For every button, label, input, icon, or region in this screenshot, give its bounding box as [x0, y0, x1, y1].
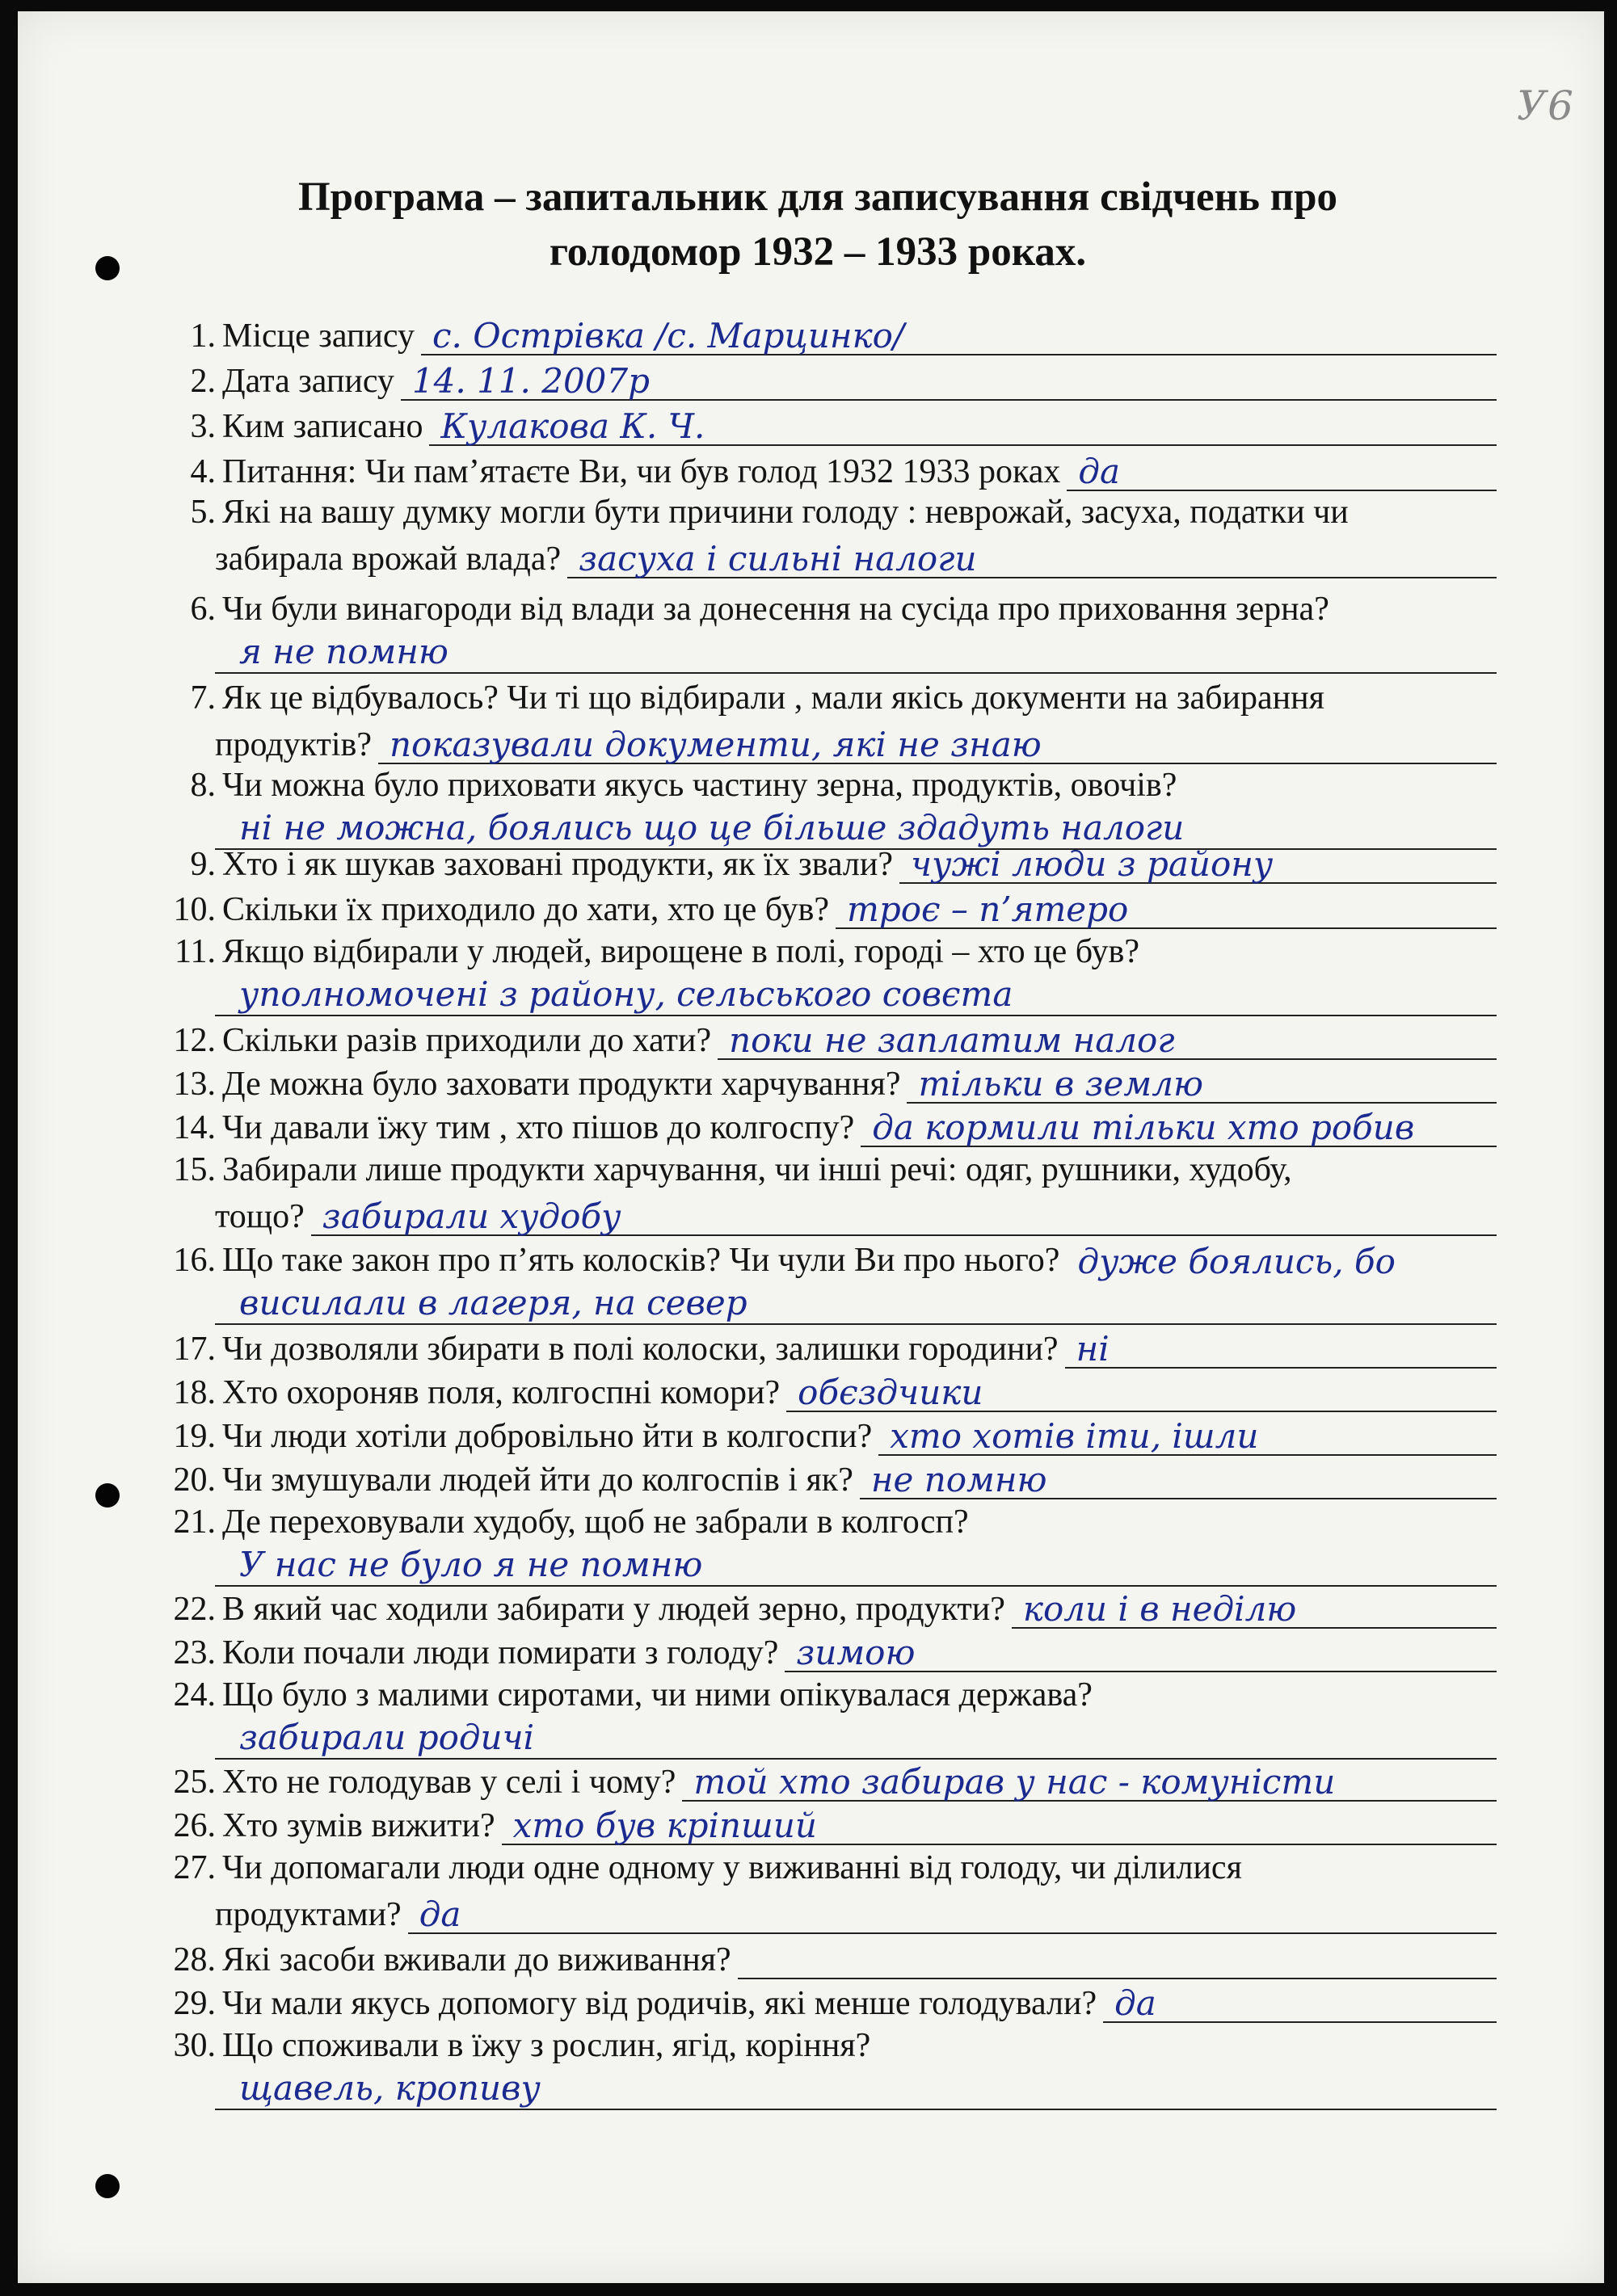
- question-text: Чи давали їжу тим , хто пішов до колгоспу?: [222, 1109, 855, 1146]
- question-item: [155, 1667, 1497, 1760]
- question-item: [155, 1625, 1497, 1672]
- question-number: 4.: [190, 453, 216, 490]
- question-number: 21.: [173, 1503, 216, 1541]
- answer-field[interactable]: У нас не було я не помню: [215, 1545, 1497, 1587]
- question-item: [155, 1755, 1497, 1802]
- question-item: [155, 354, 1497, 401]
- question-number: 13.: [173, 1066, 216, 1103]
- question-text: Чи дозволяли збирати в полі колоски, залишки городини?: [222, 1331, 1059, 1368]
- answer-field[interactable]: ні: [1065, 1331, 1497, 1369]
- question-number: 1.: [190, 317, 216, 355]
- question-text: Питання: Чи пам’ятаєте Ви, чи був голод 1932 1933 роках: [222, 453, 1061, 490]
- question-number: 14.: [173, 1109, 216, 1146]
- answer-field[interactable]: да: [1103, 1986, 1497, 2023]
- question-text: Що споживали в їжу з рослин, ягід, коріння?: [222, 2027, 871, 2064]
- answer-field[interactable]: той хто забирав у нас - комуністи: [682, 1764, 1497, 1802]
- answer-field[interactable]: с. Острівка /с. Марцинко/: [421, 318, 1497, 355]
- question-text: Що було з малими сиротами, чи ними опікувалася держава?: [222, 1676, 1093, 1714]
- question-number: 24.: [173, 1676, 216, 1714]
- question-number: 25.: [173, 1764, 216, 1801]
- answer-field[interactable]: коли і в неділю: [1012, 1592, 1497, 1629]
- question-text: Забирали лише продукти харчування, чи інші речі: одяг, рушники, худобу,: [222, 1151, 1292, 1188]
- question-text: Скільки разів приходили до хати?: [222, 1022, 712, 1059]
- answer-field[interactable]: обєздчики: [786, 1375, 1497, 1412]
- question-text: Хто не голодував у селі і чому?: [222, 1764, 676, 1801]
- answer-field[interactable]: да: [408, 1897, 1497, 1934]
- questionnaire-page: [18, 11, 1604, 2283]
- answer-field[interactable]: 14. 11. 2007р: [401, 364, 1497, 401]
- question-number: 2.: [190, 363, 216, 400]
- question-item: [155, 1453, 1497, 1499]
- question-item: [155, 882, 1497, 929]
- answer-field[interactable]: хто був кріпший: [502, 1808, 1497, 1845]
- question-text: продуктів?: [215, 726, 372, 763]
- answer-field[interactable]: не помню: [860, 1462, 1497, 1499]
- question-number: 5.: [190, 494, 216, 531]
- question-text: Хто і як шукав заховані продукти, як їх звали?: [222, 846, 893, 883]
- answer-field[interactable]: да кормили тільки хто робив: [861, 1110, 1497, 1147]
- question-item: [155, 837, 1497, 884]
- question-text: Чи були винагороди від влади за донесення на сусіда про приховання зерна?: [222, 591, 1329, 628]
- question-item: [155, 1932, 1497, 1979]
- question-number: 11.: [175, 933, 216, 970]
- question-number: 15.: [173, 1151, 216, 1188]
- question-number: 3.: [190, 408, 216, 445]
- question-item: [155, 924, 1497, 1016]
- answer-field[interactable]: засуха і сильні налоги: [567, 541, 1497, 578]
- question-text: Хто зумів вижити?: [222, 1807, 495, 1844]
- question-text: Скільки їх приходило до хати, хто це був?: [222, 891, 830, 928]
- question-text: Де переховували худобу, щоб не забрали в колгосп?: [222, 1503, 969, 1541]
- question-number: 27.: [173, 1849, 216, 1886]
- answer-field-continued[interactable]: висилали в лагеря, на север: [215, 1283, 1497, 1325]
- question-text: Що таке закон про п’ять колосків? Чи чули Ви про нього?: [222, 1242, 1060, 1279]
- question-number: 12.: [173, 1022, 216, 1059]
- answer-field[interactable]: тільки в землю: [907, 1066, 1497, 1104]
- answer-field[interactable]: дуже боялись, бо: [1077, 1242, 1396, 1281]
- answer-field[interactable]: уполномочені з району, сельського совєта: [215, 974, 1497, 1016]
- question-text: Місце запису: [222, 317, 415, 355]
- question-text: забирала врожай влада?: [215, 540, 562, 578]
- question-number: 8.: [190, 767, 216, 804]
- question-number: 18.: [173, 1374, 216, 1411]
- question-number: 9.: [190, 846, 216, 883]
- answer-field[interactable]: троє – п’ятеро: [836, 892, 1497, 929]
- question-item: [155, 1013, 1497, 1060]
- question-text: Дата запису: [222, 363, 394, 400]
- question-item: [155, 309, 1497, 355]
- question-number: 17.: [173, 1331, 216, 1368]
- question-number: 26.: [173, 1807, 216, 1844]
- question-item: [155, 1798, 1497, 1845]
- question-text: Чи люди хотіли добровільно йти в колгоспи?: [222, 1418, 873, 1455]
- answer-field[interactable]: да: [1067, 454, 1497, 491]
- page-title: [131, 170, 1505, 280]
- answer-field[interactable]: щавель, кропиву: [215, 2068, 1497, 2110]
- answer-field[interactable]: ні не можна, боялись що це більше здадуть налоги: [215, 808, 1497, 850]
- answer-field[interactable]: я не помню: [215, 632, 1497, 674]
- question-item: [155, 1233, 1497, 1325]
- question-text: Ким записано: [222, 408, 423, 445]
- question-item: [155, 1582, 1497, 1629]
- punch-hole: [95, 2174, 120, 2198]
- question-number: 28.: [173, 1941, 216, 1979]
- answer-field[interactable]: поки не заплатим налог: [718, 1023, 1497, 1060]
- question-item: [155, 758, 1497, 850]
- question-item: [155, 1409, 1497, 1456]
- question-item: [155, 399, 1497, 446]
- question-item: [155, 1142, 1497, 1236]
- question-item: [155, 671, 1497, 764]
- question-text: Чи допомагали люди одне одному у виживанні від голоду, чи ділилися: [222, 1849, 1242, 1886]
- question-number: 16.: [173, 1242, 216, 1279]
- question-text: Які засоби вживали до виживання?: [222, 1941, 731, 1979]
- question-item: [155, 1365, 1497, 1412]
- question-item: [155, 2018, 1497, 2110]
- question-item: [155, 1495, 1497, 1587]
- question-number: 7.: [190, 679, 216, 717]
- question-text: продуктами?: [215, 1896, 402, 1933]
- question-text: Чи можна було приховати якусь частину зерна, продуктів, овочів?: [222, 767, 1177, 804]
- question-number: 30.: [173, 2027, 216, 2064]
- question-number: 29.: [173, 1985, 216, 2022]
- answer-field[interactable]: чужі люди з району: [899, 847, 1497, 884]
- question-item: [155, 1322, 1497, 1369]
- question-text: Де можна було заховати продукти харчування?: [222, 1066, 901, 1103]
- punch-hole: [95, 256, 120, 280]
- question-number: 20.: [173, 1461, 216, 1499]
- answer-field[interactable]: забирали родичі: [215, 1718, 1497, 1760]
- question-text: Які на вашу думку могли бути причини голоду : неврожай, засуха, податки чи: [222, 494, 1349, 531]
- question-text: тощо?: [215, 1198, 305, 1235]
- question-item: [155, 1057, 1497, 1104]
- question-text: Чи мали якусь допомогу від родичів, які менше голодували?: [222, 1985, 1097, 2022]
- title-line-2: голодомор 1932 – 1933 роках.: [549, 229, 1087, 275]
- question-number: 22.: [173, 1591, 216, 1628]
- question-item: [155, 485, 1497, 578]
- page-number: У6: [1517, 82, 1575, 129]
- question-number: 19.: [173, 1418, 216, 1455]
- title-line-1: Програма – запитальник для записування свідчень про: [297, 175, 1337, 220]
- answer-field[interactable]: показували документи, які не знаю: [378, 727, 1497, 764]
- answer-field[interactable]: [738, 1942, 1497, 1979]
- question-text: В який час ходили забирати у людей зерно, продукти?: [222, 1591, 1005, 1628]
- question-text: Хто охороняв поля, колгоспні комори?: [222, 1374, 781, 1411]
- answer-field[interactable]: зимою: [785, 1635, 1497, 1672]
- question-text: Якщо відбирали у людей, вирощене в полі, городі – хто це був?: [222, 933, 1140, 970]
- answer-field[interactable]: забирали худобу: [311, 1199, 1497, 1236]
- question-item: [155, 582, 1497, 674]
- question-item: [155, 1976, 1497, 2023]
- punch-hole: [95, 1483, 120, 1508]
- question-item: [155, 1100, 1497, 1147]
- answer-field[interactable]: Кулакова К. Ч.: [429, 409, 1497, 446]
- question-number: 6.: [190, 591, 216, 628]
- answer-field[interactable]: хто хотів іти, ішли: [878, 1419, 1497, 1456]
- question-number: 10.: [173, 891, 216, 928]
- question-number: 23.: [173, 1634, 216, 1672]
- question-item: [155, 1840, 1497, 1934]
- question-text: Чи змушували людей йти до колгоспів і як?: [222, 1461, 853, 1499]
- question-text: Як це відбувалось? Чи ті що відбирали , мали якісь документи на забирання: [222, 679, 1324, 717]
- question-text: Коли почали люди помирати з голоду?: [222, 1634, 779, 1672]
